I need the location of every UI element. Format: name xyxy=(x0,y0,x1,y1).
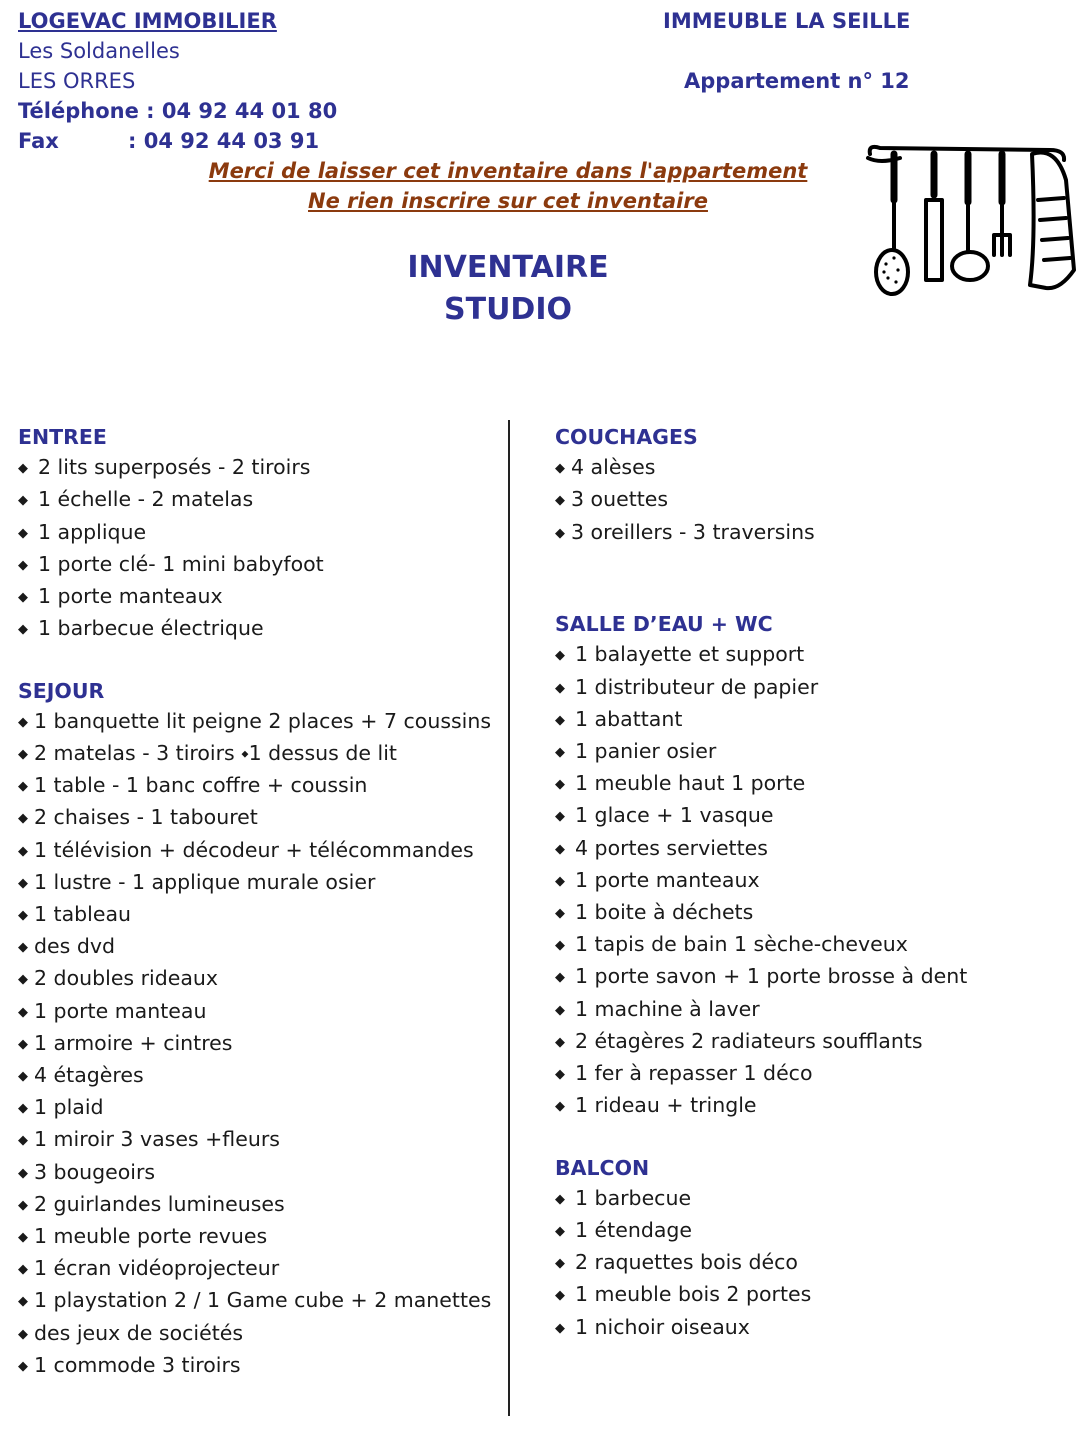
bullet-icon: ◆ xyxy=(555,1191,565,1207)
inventory-item-text: 1 armoire + cintres xyxy=(34,1030,233,1055)
inventory-item-text: 1 boite à déchets xyxy=(575,900,754,925)
inventory-item-text: 2 lits superposés - 2 tiroirs xyxy=(38,455,311,480)
inventory-item-text: 3 ouettes xyxy=(571,487,669,512)
inventory-item-text: 1 commode 3 tiroirs xyxy=(34,1352,241,1377)
section-heading-salle-deau: SALLE D’EAU + WC xyxy=(555,612,773,637)
sejour-list xyxy=(18,706,491,1382)
inventory-item-text: 1 télévision + décodeur + télécommandes xyxy=(34,837,474,862)
bullet-icon: ◆ xyxy=(555,1256,565,1272)
inventory-item xyxy=(18,802,491,834)
inventory-item xyxy=(18,484,491,516)
inventory-item-text: 1 écran vidéoprojecteur xyxy=(34,1256,280,1281)
inventory-item xyxy=(18,867,491,899)
inventory-item-text: 4 étagères xyxy=(34,1063,144,1088)
inventory-item xyxy=(18,1189,491,1221)
bullet-icon: ◆ xyxy=(18,908,28,924)
bullet-icon: ◆ xyxy=(18,1230,28,1246)
inventory-item xyxy=(18,581,491,613)
inventory-item xyxy=(555,1215,967,1247)
inventory-item xyxy=(18,899,491,931)
inventory-item-text: 1 tapis de bain 1 sèche-cheveux xyxy=(575,932,908,957)
inventory-item-text: 1 balayette et support xyxy=(575,642,805,667)
bullet-icon: ◆ xyxy=(555,648,565,664)
inventory-item-text: 1 applique xyxy=(38,519,147,544)
bullet-icon: ◆ xyxy=(18,1069,28,1085)
inventory-item-text: 2 matelas - 3 tiroirs ⬩1 dessus de lit xyxy=(34,741,397,766)
inventory-item xyxy=(18,549,491,581)
agency-fax-value: : 04 92 44 03 91 xyxy=(128,129,320,153)
inventory-item-text: des jeux de sociétés xyxy=(34,1320,244,1345)
inventory-item xyxy=(555,704,967,736)
inventory-item-text: 1 porte manteaux xyxy=(38,584,223,609)
inventory-item-text: 4 alèses xyxy=(571,455,656,480)
inventory-item xyxy=(18,1092,491,1124)
bullet-icon: ◆ xyxy=(18,875,28,891)
inventory-item xyxy=(18,1221,491,1253)
bullet-icon: ◆ xyxy=(555,1224,565,1240)
bullet-icon: ◆ xyxy=(555,525,565,541)
inventory-item-text: 3 bougeoirs xyxy=(34,1159,156,1184)
section-heading-couchages: COUCHAGES xyxy=(555,425,698,449)
agency-address-line1: Les Soldanelles xyxy=(18,39,180,63)
bullet-icon: ◆ xyxy=(555,1067,565,1083)
page-subtitle: STUDIO xyxy=(444,292,572,327)
inventory-item xyxy=(555,1247,967,1279)
kitchen-utensils-icon xyxy=(860,140,1080,305)
section-heading-sejour: SEJOUR xyxy=(18,678,105,703)
section-heading-balcon: BALCON xyxy=(555,1155,650,1180)
bullet-icon: ◆ xyxy=(555,1099,565,1115)
inventory-item-text: 1 étendage xyxy=(575,1218,693,1243)
bullet-icon: ◆ xyxy=(18,1262,28,1278)
bullet-icon: ◆ xyxy=(18,557,28,573)
section-heading-entree: ENTREE xyxy=(18,425,107,449)
inventory-item xyxy=(555,1090,967,1122)
inventory-item xyxy=(18,1350,491,1382)
inventory-item-text: 2 doubles rideaux xyxy=(34,966,219,991)
bullet-icon: ◆ xyxy=(555,1034,565,1050)
bullet-icon: ◆ xyxy=(555,680,565,696)
entree-list xyxy=(18,452,491,645)
inventory-item xyxy=(18,738,491,770)
bullet-icon: ◆ xyxy=(555,873,565,889)
inventory-item xyxy=(18,1124,491,1156)
inventory-item xyxy=(18,1157,491,1189)
inventory-item xyxy=(18,613,491,645)
bullet-icon: ◆ xyxy=(555,493,565,509)
inventory-item xyxy=(555,961,967,993)
bullet-icon: ◆ xyxy=(18,1101,28,1117)
inventory-item xyxy=(18,963,491,995)
inventory-item-text: 2 guirlandes lumineuses xyxy=(34,1191,285,1216)
bullet-icon: ◆ xyxy=(555,970,565,986)
inventory-item xyxy=(555,897,967,929)
inventory-item xyxy=(555,1183,967,1215)
inventory-item xyxy=(555,672,967,704)
inventory-item-text: des dvd xyxy=(34,934,115,959)
bullet-icon: ◆ xyxy=(555,461,565,477)
inventory-item-text: 1 panier osier xyxy=(575,739,717,763)
inventory-item xyxy=(555,1312,967,1344)
inventory-item xyxy=(555,929,967,961)
left-column xyxy=(18,422,491,1382)
bullet-icon: ◆ xyxy=(555,777,565,793)
bullet-icon: ◆ xyxy=(555,1288,565,1304)
bullet-icon: ◆ xyxy=(18,940,28,956)
inventory-item xyxy=(18,452,491,484)
inventory-item-text: 1 porte savon + 1 porte brosse à dent xyxy=(575,964,968,989)
notice-do-not-write: Ne rien inscrire sur cet inventaire xyxy=(308,189,708,213)
agency-name: LOGEVAC IMMOBILIER xyxy=(18,9,277,33)
bullet-icon: ◆ xyxy=(18,1036,28,1052)
inventory-item xyxy=(555,1279,967,1311)
inventory-item xyxy=(18,1318,491,1350)
inventory-item xyxy=(18,706,491,738)
inventory-item xyxy=(18,1028,491,1060)
salle-deau-list xyxy=(555,639,967,1122)
bullet-icon: ◆ xyxy=(555,1320,565,1336)
right-column xyxy=(555,422,967,1344)
inventory-item-text: 2 étagères 2 radiateurs soufflants xyxy=(575,1028,923,1053)
inventory-item xyxy=(555,768,967,800)
inventory-item-text: 1 porte clé- 1 mini babyfoot xyxy=(38,551,324,576)
bullet-icon: ◆ xyxy=(18,525,28,541)
inventory-item xyxy=(18,1060,491,1092)
inventory-item-text: 1 tableau xyxy=(34,902,132,927)
inventory-item-text: 1 meuble porte revues xyxy=(34,1224,268,1249)
inventory-item-text: 4 portes serviettes xyxy=(575,835,768,860)
column-divider xyxy=(508,420,510,1416)
inventory-item-text: 2 raquettes bois déco xyxy=(575,1250,798,1275)
bullet-icon: ◆ xyxy=(18,779,28,795)
inventory-item-text: 1 plaid xyxy=(34,1095,104,1120)
bullet-icon: ◆ xyxy=(18,493,28,509)
inventory-item-text: 1 porte manteaux xyxy=(575,867,760,892)
inventory-item xyxy=(18,517,491,549)
inventory-item xyxy=(18,1285,491,1317)
bullet-icon: ◆ xyxy=(18,843,28,859)
inventory-item-text: 1 glace + 1 vasque xyxy=(575,803,774,828)
inventory-item-text: 1 meuble bois 2 portes xyxy=(575,1282,812,1307)
bullet-icon: ◆ xyxy=(18,1358,28,1374)
bullet-icon: ◆ xyxy=(18,1004,28,1020)
bullet-icon: ◆ xyxy=(18,590,28,606)
inventory-item-text: 1 nichoir oiseaux xyxy=(575,1314,750,1339)
inventory-item-text: 1 banquette lit peigne 2 places + 7 coussins xyxy=(34,708,492,733)
bullet-icon: ◆ xyxy=(555,809,565,825)
apartment-number: Appartement n° 12 xyxy=(684,69,910,93)
inventory-item xyxy=(18,931,491,963)
inventory-item xyxy=(18,996,491,1028)
inventory-item-text: 1 barbecue électrique xyxy=(38,616,264,641)
balcon-list xyxy=(555,1183,967,1344)
agency-fax-label: Fax xyxy=(18,129,59,153)
bullet-icon: ◆ xyxy=(555,1002,565,1018)
inventory-item xyxy=(555,833,967,865)
inventory-item xyxy=(555,1058,967,1090)
page-title: INVENTAIRE xyxy=(407,250,609,285)
bullet-icon: ◆ xyxy=(18,972,28,988)
notice-leave-inventory: Merci de laisser cet inventaire dans l'appartement xyxy=(208,159,808,183)
inventory-item xyxy=(555,517,967,549)
inventory-item xyxy=(555,484,967,516)
agency-address-line2: LES ORRES xyxy=(18,69,136,93)
inventory-item-text: 1 porte manteau xyxy=(34,998,207,1023)
inventory-item-text: 1 lustre - 1 applique murale osier xyxy=(34,869,376,894)
inventory-item-text: 1 miroir 3 vases +fleurs xyxy=(34,1127,280,1152)
inventory-item-text: 1 table - 1 banc coffre + coussin xyxy=(34,773,368,798)
inventory-item xyxy=(18,1253,491,1285)
inventory-item-text: 1 fer à repasser 1 déco xyxy=(575,1061,813,1086)
inventory-item-text: 1 distributeur de papier xyxy=(575,674,819,699)
building-name: IMMEUBLE LA SEILLE xyxy=(663,9,911,33)
bullet-icon: ◆ xyxy=(18,1133,28,1149)
couchages-list xyxy=(555,452,967,549)
inventory-item-text: 1 échelle - 2 matelas xyxy=(38,487,254,512)
agency-phone: Téléphone : 04 92 44 01 80 xyxy=(18,99,338,123)
inventory-item xyxy=(555,1026,967,1058)
inventory-item-text: 1 abattant xyxy=(575,706,683,731)
bullet-icon: ◆ xyxy=(18,1165,28,1181)
inventory-item xyxy=(18,770,491,802)
bullet-icon: ◆ xyxy=(18,714,28,730)
inventory-item-text: 1 playstation 2 / 1 Game cube + 2 manettes xyxy=(34,1288,492,1313)
inventory-item-text: 1 machine à laver xyxy=(575,996,760,1021)
inventory-item-text: 2 chaises - 1 tabouret xyxy=(34,805,258,830)
bullet-icon: ◆ xyxy=(18,622,28,638)
bullet-icon: ◆ xyxy=(18,461,28,477)
bullet-icon: ◆ xyxy=(555,745,565,760)
bullet-icon: ◆ xyxy=(555,938,565,954)
inventory-item xyxy=(555,452,967,484)
inventory-item xyxy=(555,736,967,768)
inventory-item-text: 3 oreillers - 3 traversins xyxy=(571,519,815,544)
bullet-icon: ◆ xyxy=(18,1197,28,1213)
bullet-icon: ◆ xyxy=(18,747,28,763)
bullet-icon: ◆ xyxy=(555,712,565,728)
bullet-icon: ◆ xyxy=(18,1294,28,1310)
inventory-item-text: 1 rideau + tringle xyxy=(575,1093,757,1118)
bullet-icon: ◆ xyxy=(555,841,565,857)
inventory-item xyxy=(555,800,967,832)
bullet-icon: ◆ xyxy=(555,906,565,922)
bullet-icon: ◆ xyxy=(18,811,28,827)
inventory-item-text: 1 barbecue xyxy=(575,1185,692,1210)
inventory-item xyxy=(555,639,967,671)
inventory-item xyxy=(555,994,967,1026)
bullet-icon: ◆ xyxy=(18,1326,28,1342)
inventory-item-text: 1 meuble haut 1 porte xyxy=(575,771,806,796)
inventory-item xyxy=(18,835,491,867)
inventory-item xyxy=(555,865,967,897)
